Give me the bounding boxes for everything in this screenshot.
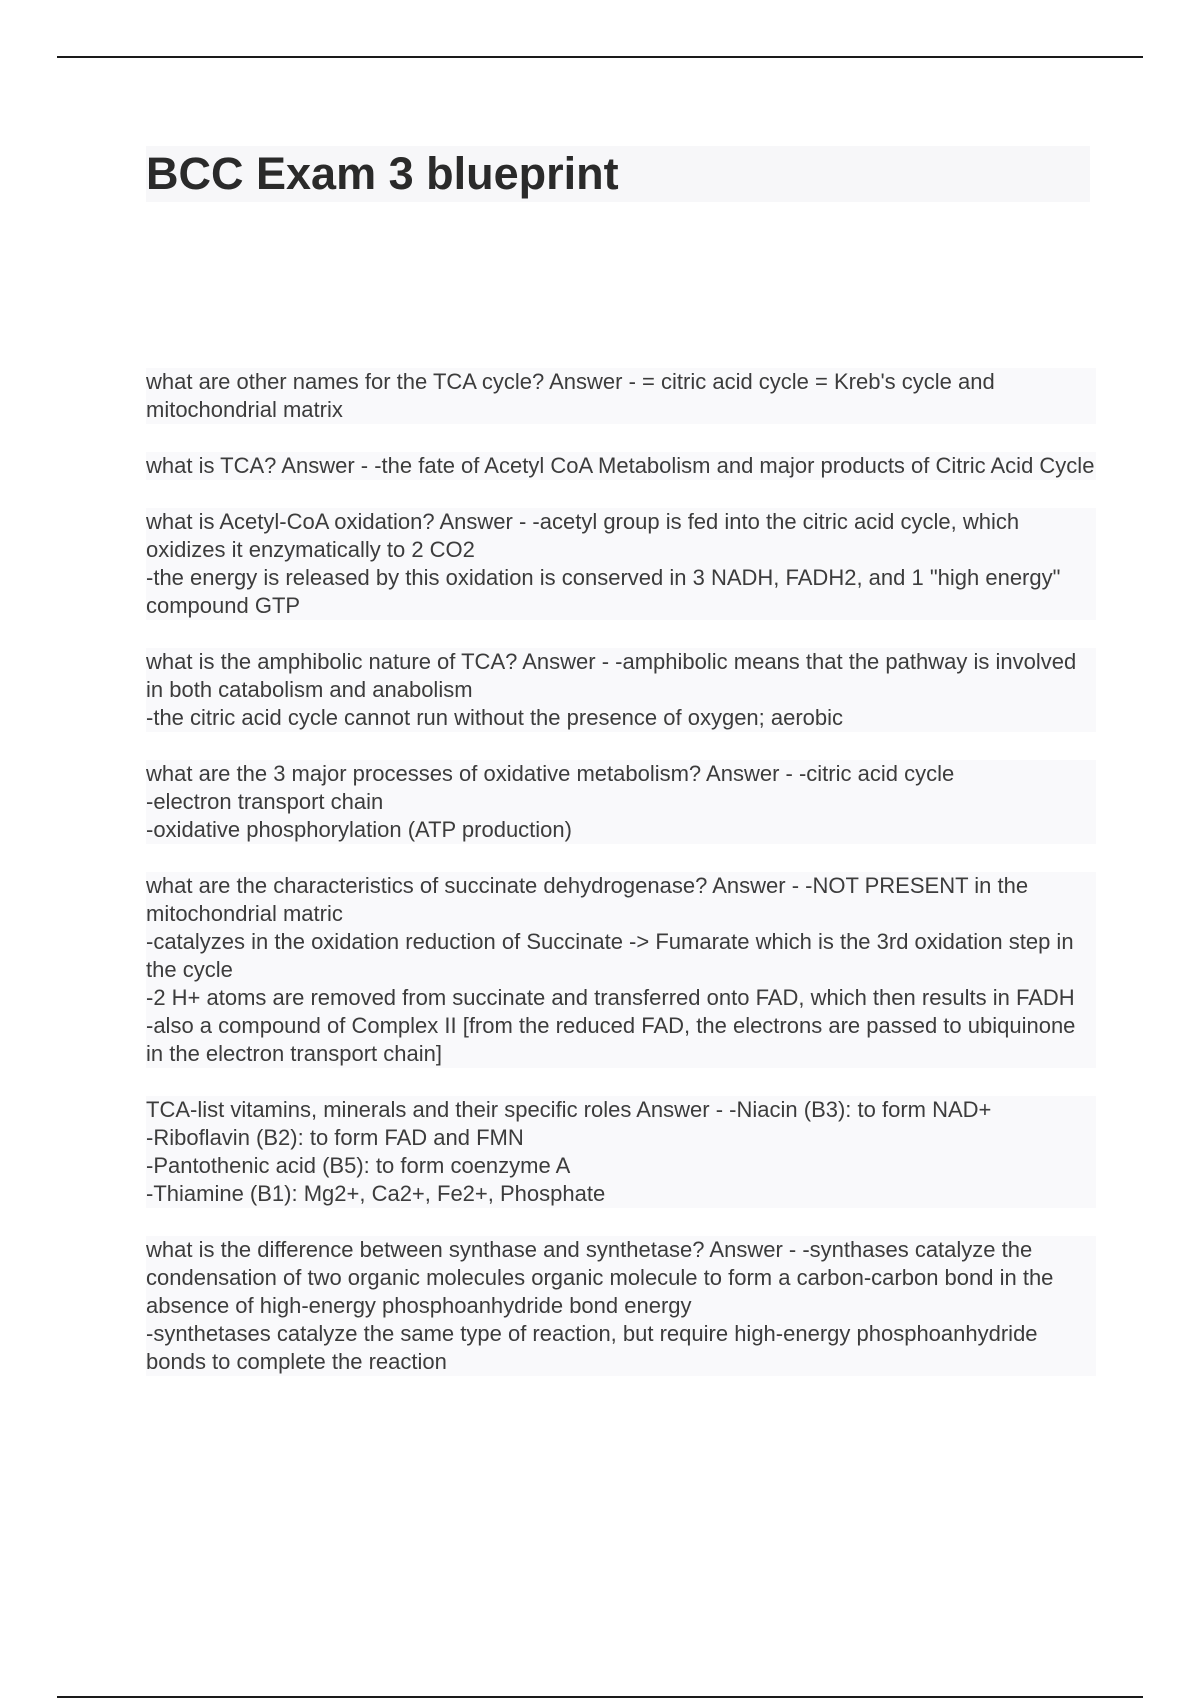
qa-line: what is Acetyl-CoA oxidation? Answer - -acetyl group is fed into the citric acid cycle, which oxidizes it enzymatically to 2 CO2 — [146, 509, 1020, 562]
qa-entry-succinate-dehydrogenase — [146, 872, 1096, 1068]
qa-line: -the energy is released by this oxidation is conserved in 3 NADH, FADH2, and 1 "high energy" compound GTP — [146, 565, 1061, 618]
qa-line: what are the 3 major processes of oxidative metabolism? Answer - -citric acid cycle — [146, 761, 955, 786]
document-title: BCC Exam 3 blueprint — [146, 148, 619, 199]
qa-entry-acetyl-coa-oxidation — [146, 508, 1096, 620]
qa-entry-what-is-tca — [146, 452, 1096, 480]
qa-line: what is TCA? Answer - -the fate of Acetyl CoA Metabolism and major products of Citric Acid Cycle — [146, 453, 1095, 478]
qa-line: -synthetases catalyze the same type of reaction, but require high-energy phosphoanhydride bonds to complete the reaction — [146, 1321, 1038, 1374]
qa-line: what is the amphibolic nature of TCA? Answer - -amphibolic means that the pathway is involved in both catabolism and anabolism — [146, 649, 1077, 702]
qa-line: -also a compound of Complex II [from the reduced FAD, the electrons are passed to ubiquinone in the electron transport chain] — [146, 1013, 1076, 1066]
qa-line: what are other names for the TCA cycle? Answer - = citric acid cycle = Kreb's cycle and mitochondrial matrix — [146, 369, 995, 422]
qa-line: TCA-list vitamins, minerals and their specific roles Answer - -Niacin (B3): to form NAD+ — [146, 1097, 992, 1122]
page-bottom-rule — [57, 1696, 1143, 1698]
qa-line: -2 H+ atoms are removed from succinate and transferred onto FAD, which then results in FADH — [146, 985, 1075, 1010]
qa-line: -Pantothenic acid (B5): to form coenzyme A — [146, 1153, 571, 1178]
qa-line: -electron transport chain — [146, 789, 384, 814]
qa-entry-vitamins-minerals — [146, 1096, 1096, 1208]
qa-line: -Riboflavin (B2): to form FAD and FMN — [146, 1125, 524, 1150]
qa-entry-amphibolic-nature — [146, 648, 1096, 732]
qa-line: what are the characteristics of succinate dehydrogenase? Answer - -NOT PRESENT in the mitochondrial matric — [146, 873, 1029, 926]
page-top-rule — [57, 56, 1143, 58]
qa-line: -catalyzes in the oxidation reduction of Succinate -> Fumarate which is the 3rd oxidation step in the cycle — [146, 929, 1074, 982]
qa-entry-tca-names — [146, 368, 1096, 424]
qa-list — [146, 368, 1096, 1404]
qa-line: -the citric acid cycle cannot run without the presence of oxygen; aerobic — [146, 705, 844, 730]
qa-line: -oxidative phosphorylation (ATP production) — [146, 817, 572, 842]
qa-line: what is the difference between synthase and synthetase? Answer - -synthases catalyze the condensation of two organic molecules organic molecule to form a carbon-carbon bond in the absence of high-energy phosphoanhydride bond energy — [146, 1237, 1054, 1318]
qa-entry-oxidative-metabolism — [146, 760, 1096, 844]
qa-entry-synthase-vs-synthetase — [146, 1236, 1096, 1376]
qa-line: -Thiamine (B1): Mg2+, Ca2+, Fe2+, Phosphate — [146, 1181, 606, 1206]
